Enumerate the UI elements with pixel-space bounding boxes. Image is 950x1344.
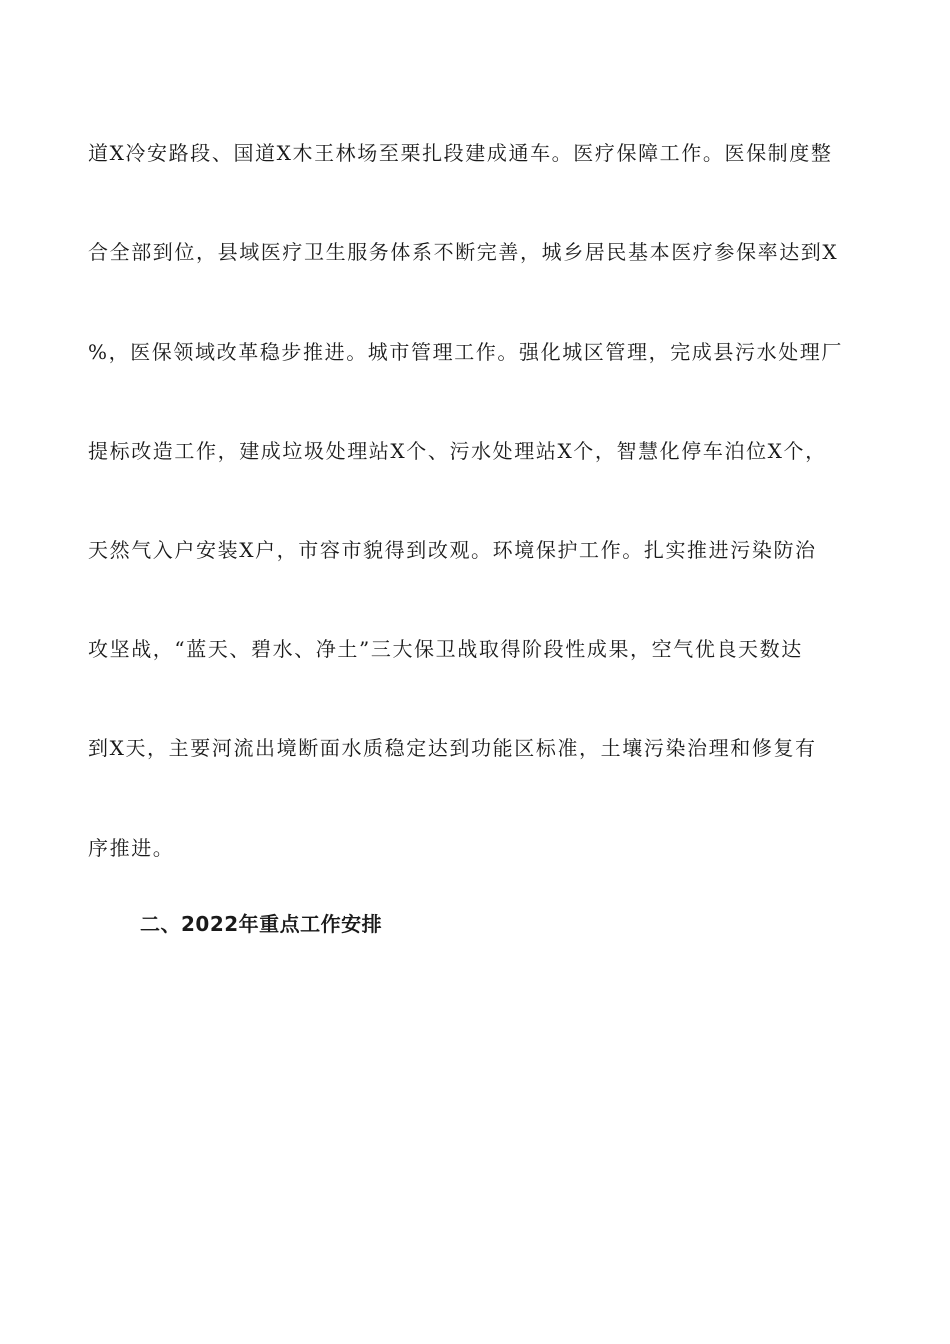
paragraph-line-1: 道X冷安路段、国道X木王林场至栗扎段建成通车。医疗保障工作。医保制度整 [88, 141, 833, 165]
paragraph-line-6: 攻坚战，“蓝天、碧水、净土”三大保卫战取得阶段性成果，空气优良天数达 [88, 637, 803, 661]
paragraph-line-2: 合全部到位，县域医疗卫生服务体系不断完善，城乡居民基本医疗参保率达到X [88, 240, 839, 264]
paragraph-line-5: 天然气入户安装X户，市容市貌得到改观。环境保护工作。扎实推进污染防治 [88, 538, 817, 562]
paragraph-line-8: 序推进。 [88, 836, 175, 860]
paragraph-line-3: %，医保领域改革稳步推进。城市管理工作。强化城区管理，完成县污水处理厂 [88, 340, 844, 364]
paragraph-line-7: 到X天，主要河流出境断面水质稳定达到功能区标准，土壤污染治理和修复有 [88, 736, 817, 760]
paragraph-line-4: 提标改造工作，建成垃圾处理站X个、污水处理站X个，智慧化停车泊位X个， [88, 439, 827, 463]
section-heading: 二、2022年重点工作安排 [140, 912, 383, 936]
